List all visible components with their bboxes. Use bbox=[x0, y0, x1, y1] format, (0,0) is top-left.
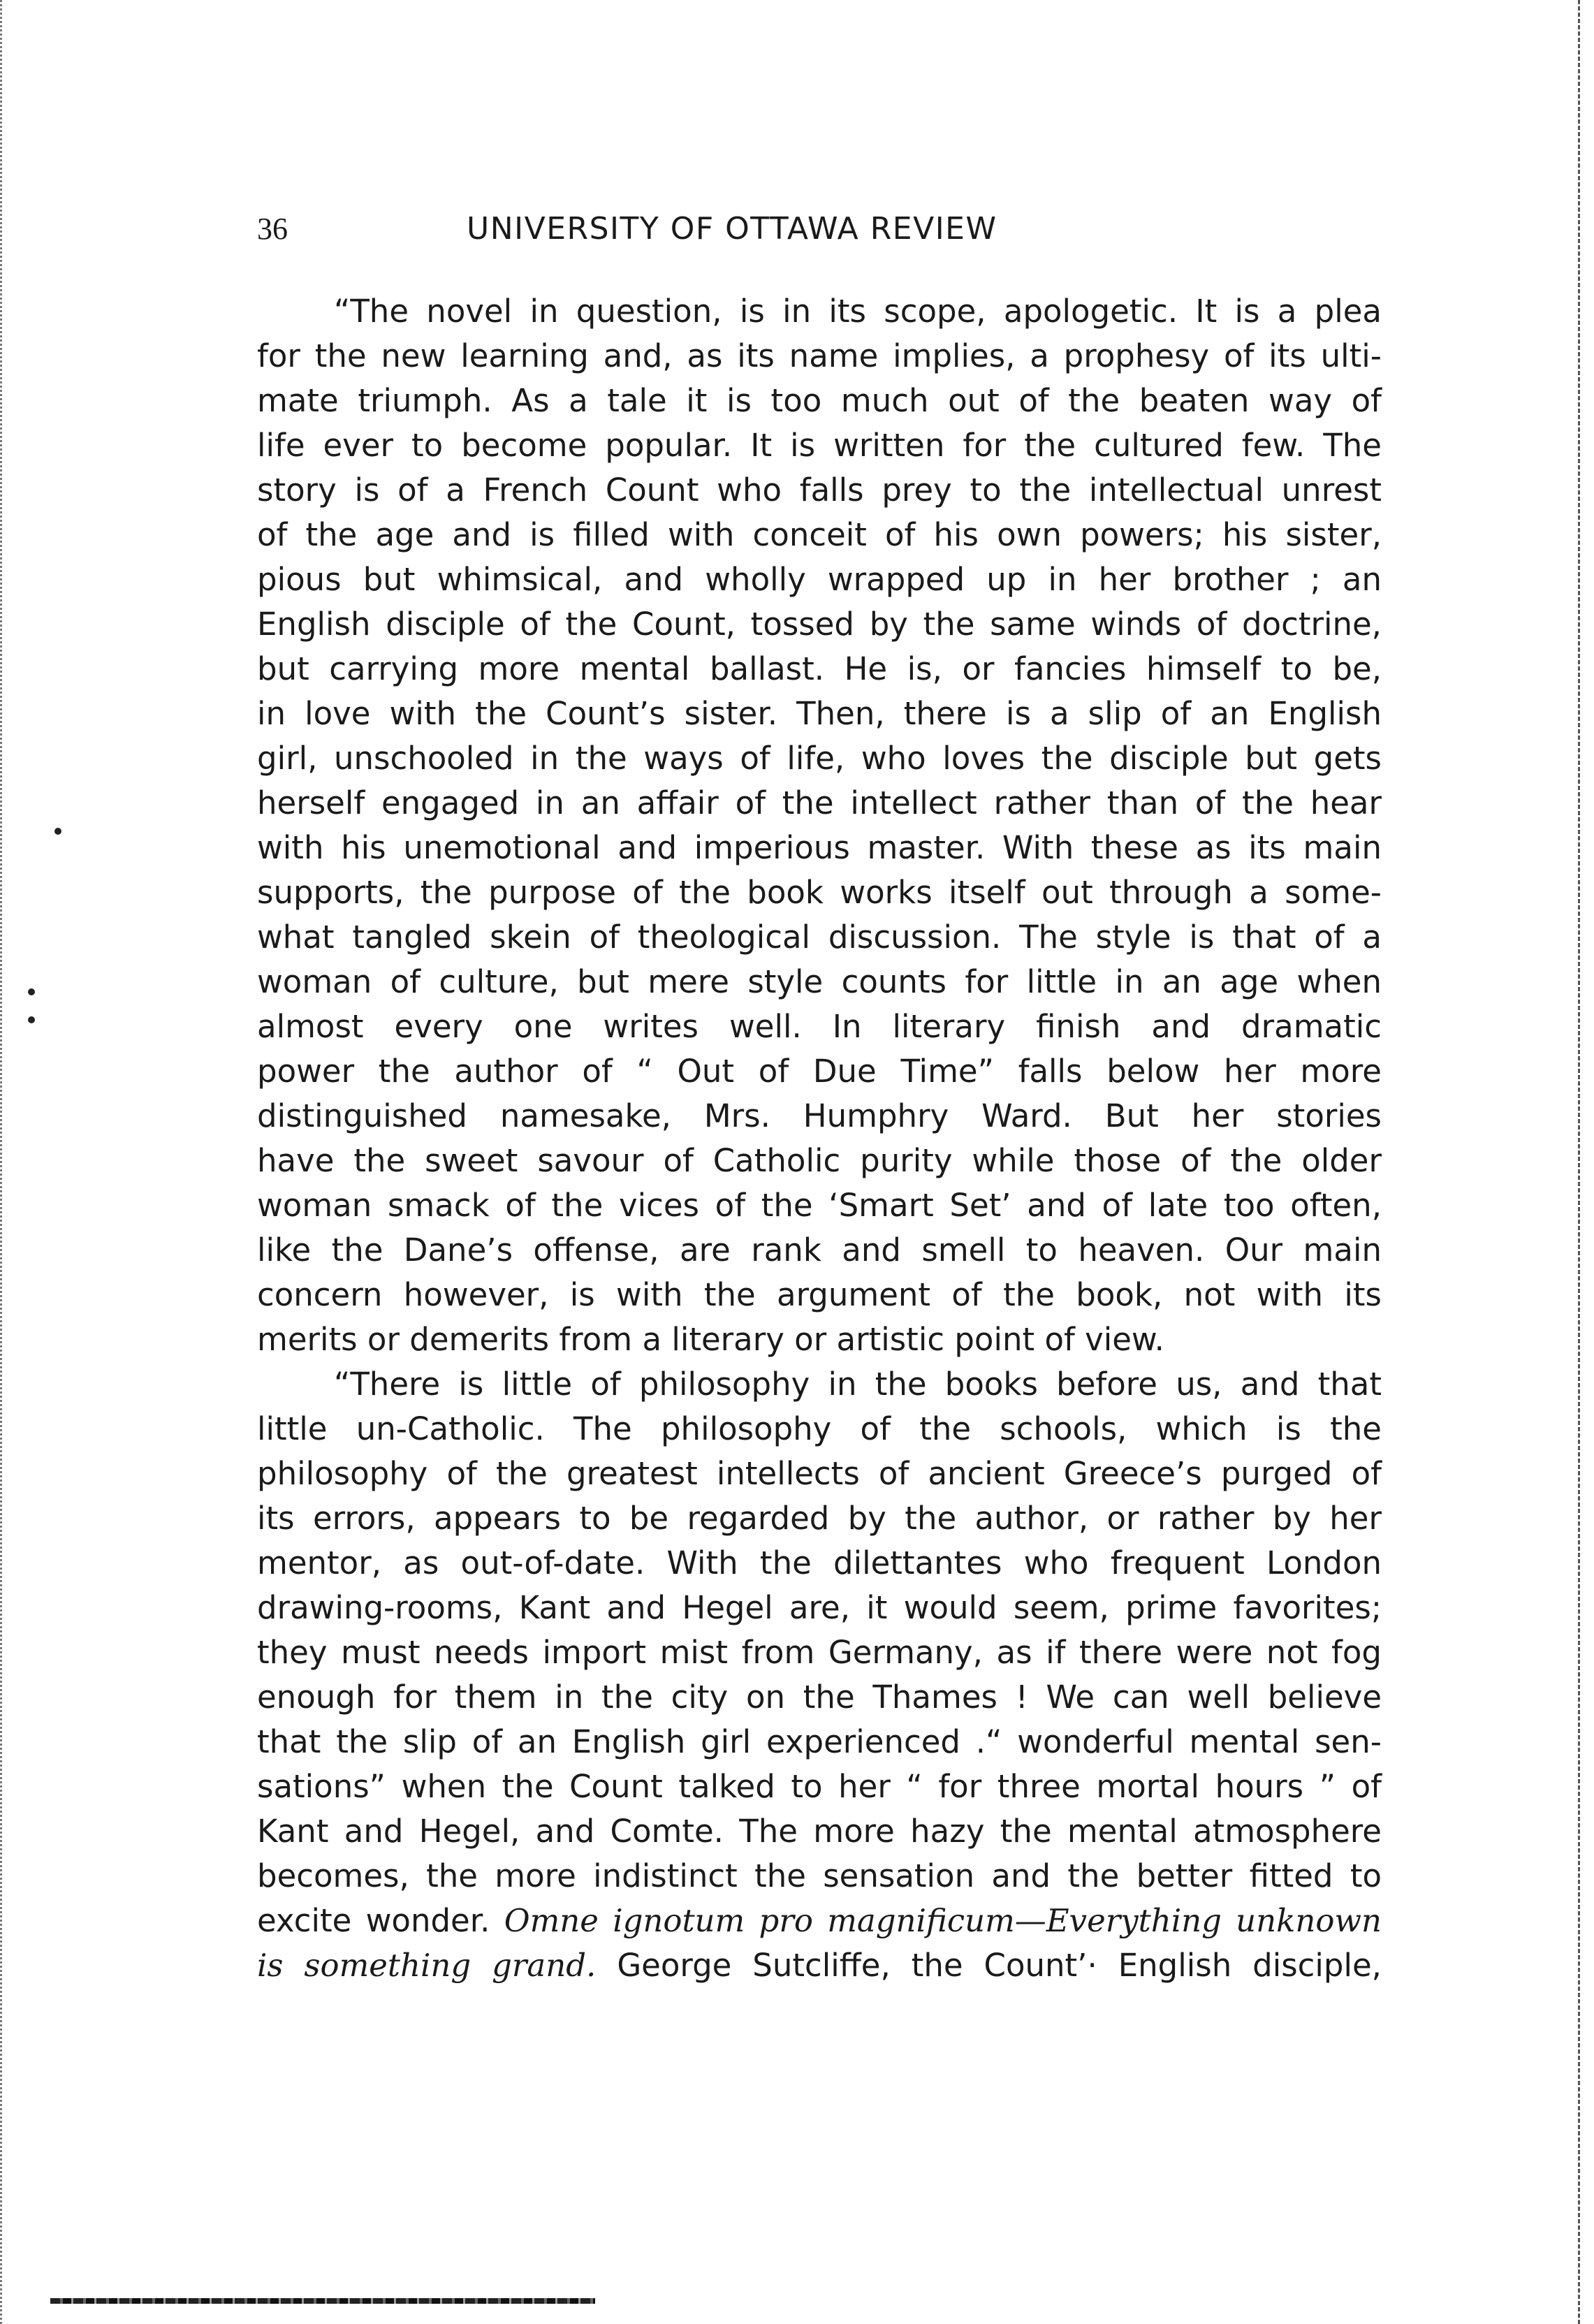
latin-phrase-translation: is something grand. bbox=[257, 1947, 597, 1984]
text-line: of the age and is filled with conceit of his own powers; his sister, bbox=[257, 516, 1382, 553]
text-line: its errors, appears to be regarded by the author, or rather by her bbox=[257, 1500, 1382, 1537]
text-line: little un-Catholic. The philosophy of the schools, which is the bbox=[257, 1410, 1382, 1447]
page-number: 36 bbox=[257, 212, 288, 246]
text-line: girl, unschooled in the ways of life, who loves the disciple but gets bbox=[257, 740, 1382, 777]
text-line: have the sweet savour of Catholic purity while those of the older bbox=[257, 1142, 1382, 1179]
text-line: pious but whimsical, and wholly wrapped up in her brother ; an bbox=[257, 561, 1382, 598]
text-line: almost every one writes well. In literary finish and dramatic bbox=[257, 1008, 1382, 1045]
text-line: “The novel in question, is in its scope, apologetic. It is a plea bbox=[334, 293, 1382, 330]
text-line: merits or demerits from a literary or artistic point of view. bbox=[257, 1321, 1164, 1358]
text-line: becomes, the more indistinct the sensation and the better fitted to bbox=[257, 1857, 1382, 1894]
text-line: with his unemotional and imperious master. With these as its main bbox=[257, 829, 1382, 866]
text-line: story is of a French Count who falls prey to the intellectual unrest bbox=[257, 472, 1382, 509]
text-line: mate triumph. As a tale it is too much out of the beaten way of bbox=[257, 382, 1382, 419]
text-line: concern however, is with the argument of the book, not with its bbox=[257, 1276, 1382, 1313]
body-text bbox=[257, 289, 1382, 1988]
text-line: that the slip of an English girl experienced .“ wonderful mental sen- bbox=[257, 1723, 1382, 1760]
text-line: woman smack of the vices of the ‘Smart Set’ and of late too often, bbox=[257, 1187, 1382, 1224]
page-header bbox=[257, 208, 1382, 250]
text-line: woman of culture, but mere style counts for little in an age when bbox=[257, 963, 1382, 1000]
text-line: enough for them in the city on the Thames ! We can well believe bbox=[257, 1679, 1382, 1716]
text-line: mentor, as out-of-date. With the dilettantes who frequent London bbox=[257, 1544, 1382, 1581]
text-line: for the new learning and, as its name implies, a prophesy of its ulti- bbox=[257, 337, 1382, 374]
text-run: George Sutcliffe, the Count’· English disciple, bbox=[617, 1947, 1382, 1984]
scan-speck bbox=[54, 828, 61, 835]
running-head: UNIVERSITY OF OTTAWA REVIEW bbox=[467, 211, 997, 247]
scan-edge-right bbox=[1572, 0, 1580, 2324]
latin-phrase: Omne ignotum pro magnificum—Everything unknown bbox=[504, 1902, 1382, 1939]
text-line: “There is little of philosophy in the books before us, and that bbox=[334, 1366, 1382, 1403]
scan-edge-left bbox=[0, 0, 23, 2324]
text-line: like the Dane’s offense, are rank and smell to heaven. Our main bbox=[257, 1232, 1382, 1269]
text-line: distinguished namesake, Mrs. Humphry Ward. But her stories bbox=[257, 1097, 1382, 1134]
text-line: herself engaged in an affair of the intellect rather than of the hear bbox=[257, 784, 1382, 821]
text-line: power the author of “ Out of Due Time” falls below her more bbox=[257, 1053, 1382, 1090]
text-line: what tangled skein of theological discussion. The style is that of a bbox=[257, 919, 1382, 956]
text-line: they must needs import mist from Germany, as if there were not fog bbox=[257, 1634, 1382, 1671]
scan-speck bbox=[28, 988, 35, 995]
footer-rule bbox=[50, 2298, 595, 2304]
text-line: sations” when the Count talked to her “ for three mortal hours ” of bbox=[257, 1768, 1382, 1805]
scan-speck bbox=[28, 1016, 35, 1023]
text-line: supports, the purpose of the book works itself out through a some- bbox=[257, 874, 1382, 911]
text-line: life ever to become popular. It is written for the cultured few. The bbox=[257, 427, 1382, 464]
text-line bbox=[257, 1943, 1382, 1988]
text-line: English disciple of the Count, tossed by the same winds of doctrine, bbox=[257, 606, 1382, 643]
text-line: philosophy of the greatest intellects of ancient Greece’s purged of bbox=[257, 1455, 1382, 1492]
text-run: excite wonder. bbox=[257, 1902, 490, 1939]
text-line: drawing-rooms, Kant and Hegel are, it would seem, prime favorites; bbox=[257, 1589, 1382, 1626]
text-line: Kant and Hegel, and Comte. The more hazy the mental atmosphere bbox=[257, 1813, 1382, 1850]
text-line: in love with the Count’s sister. Then, there is a slip of an English bbox=[257, 695, 1382, 732]
text-line bbox=[257, 1899, 1382, 1943]
text-line: but carrying more mental ballast. He is, or fancies himself to be, bbox=[257, 650, 1382, 687]
